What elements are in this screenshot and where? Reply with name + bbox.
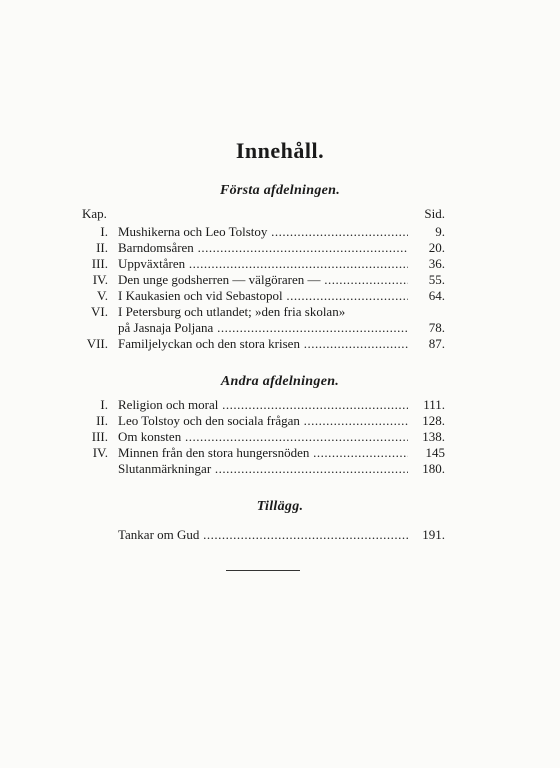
- toc-row: [0, 256, 560, 272]
- section-heading-part1: Första afdelningen.: [219, 183, 341, 198]
- toc-row: [0, 413, 560, 429]
- chapter-title: Familjelyckan och den stora krisen .....: [118, 336, 408, 352]
- chapter-title: på Jasnaja Poljana .....: [118, 320, 408, 336]
- page-number: 138.: [422, 429, 445, 444]
- chapter-title: Leo Tolstoy och den sociala frågan .....: [118, 413, 408, 429]
- chapter-number: III.: [91, 429, 108, 444]
- page-number: 55.: [428, 272, 445, 287]
- page-number: 87.: [428, 336, 445, 351]
- chapter-title: Slutanmärkningar .....: [118, 461, 408, 477]
- toc-appendix: [0, 527, 560, 543]
- chapter-title: Den unge godsherren — välgöraren — .....: [118, 272, 408, 288]
- toc-row: [0, 445, 560, 461]
- toc-part2: [0, 397, 560, 477]
- toc-row: [0, 461, 560, 477]
- toc-row: [0, 527, 560, 543]
- toc-row: [0, 272, 560, 288]
- page-number: 20.: [428, 240, 445, 255]
- toc-part1: [0, 224, 560, 352]
- chapter-title: I Petersburg och utlandet; »den fria skolan»: [118, 304, 346, 319]
- chapter-title: Religion och moral .....: [118, 397, 408, 413]
- toc-row: [0, 224, 560, 240]
- chapter-number: II.: [96, 240, 108, 255]
- chapter-title: Om konsten .....: [118, 429, 408, 445]
- page-number: 64.: [428, 288, 445, 303]
- toc-row: [0, 240, 560, 256]
- chapter-number: II.: [96, 413, 108, 428]
- chapter-number: VI.: [91, 304, 108, 319]
- chapter-title: Mushikerna och Leo Tolstoy .....: [118, 224, 408, 240]
- toc-row: [0, 304, 560, 320]
- chapter-number: IV.: [92, 272, 108, 287]
- page-number: 78.: [428, 320, 445, 335]
- section-heading-part2: Andra afdelningen.: [220, 374, 340, 389]
- chapter-title: Barndomsåren .....: [118, 240, 408, 256]
- page-number: 191.: [422, 527, 445, 542]
- chapter-number: I.: [100, 397, 108, 412]
- page-number: 180.: [422, 461, 445, 476]
- toc-row: [0, 288, 560, 304]
- toc-row: [0, 336, 560, 352]
- chapter-number: VII.: [86, 336, 108, 351]
- chapter-number: IV.: [92, 445, 108, 460]
- page-number: 9.: [435, 224, 445, 239]
- column-header-page: Sid.: [424, 206, 445, 221]
- page-number: 128.: [422, 413, 445, 428]
- page-number: 111.: [423, 397, 445, 412]
- section-heading-appendix: Tillägg.: [256, 499, 304, 514]
- chapter-number: V.: [97, 288, 108, 303]
- chapter-number: III.: [91, 256, 108, 271]
- page-number: 36.: [428, 256, 445, 271]
- column-header-chapter: Kap.: [82, 206, 107, 221]
- chapter-title: Minnen från den stora hungersnöden .....: [118, 445, 408, 461]
- chapter-title: Uppväxtåren .....: [118, 256, 408, 272]
- chapter-title: Tankar om Gud .....: [118, 527, 408, 543]
- page-number: 145: [425, 445, 445, 460]
- toc-row: [0, 397, 560, 413]
- page-title: Innehåll.: [235, 138, 325, 163]
- closing-rule: [226, 570, 300, 571]
- toc-row: [0, 429, 560, 445]
- chapter-title: I Kaukasien och vid Sebastopol .....: [118, 288, 408, 304]
- toc-row: [0, 320, 560, 336]
- chapter-number: I.: [100, 224, 108, 239]
